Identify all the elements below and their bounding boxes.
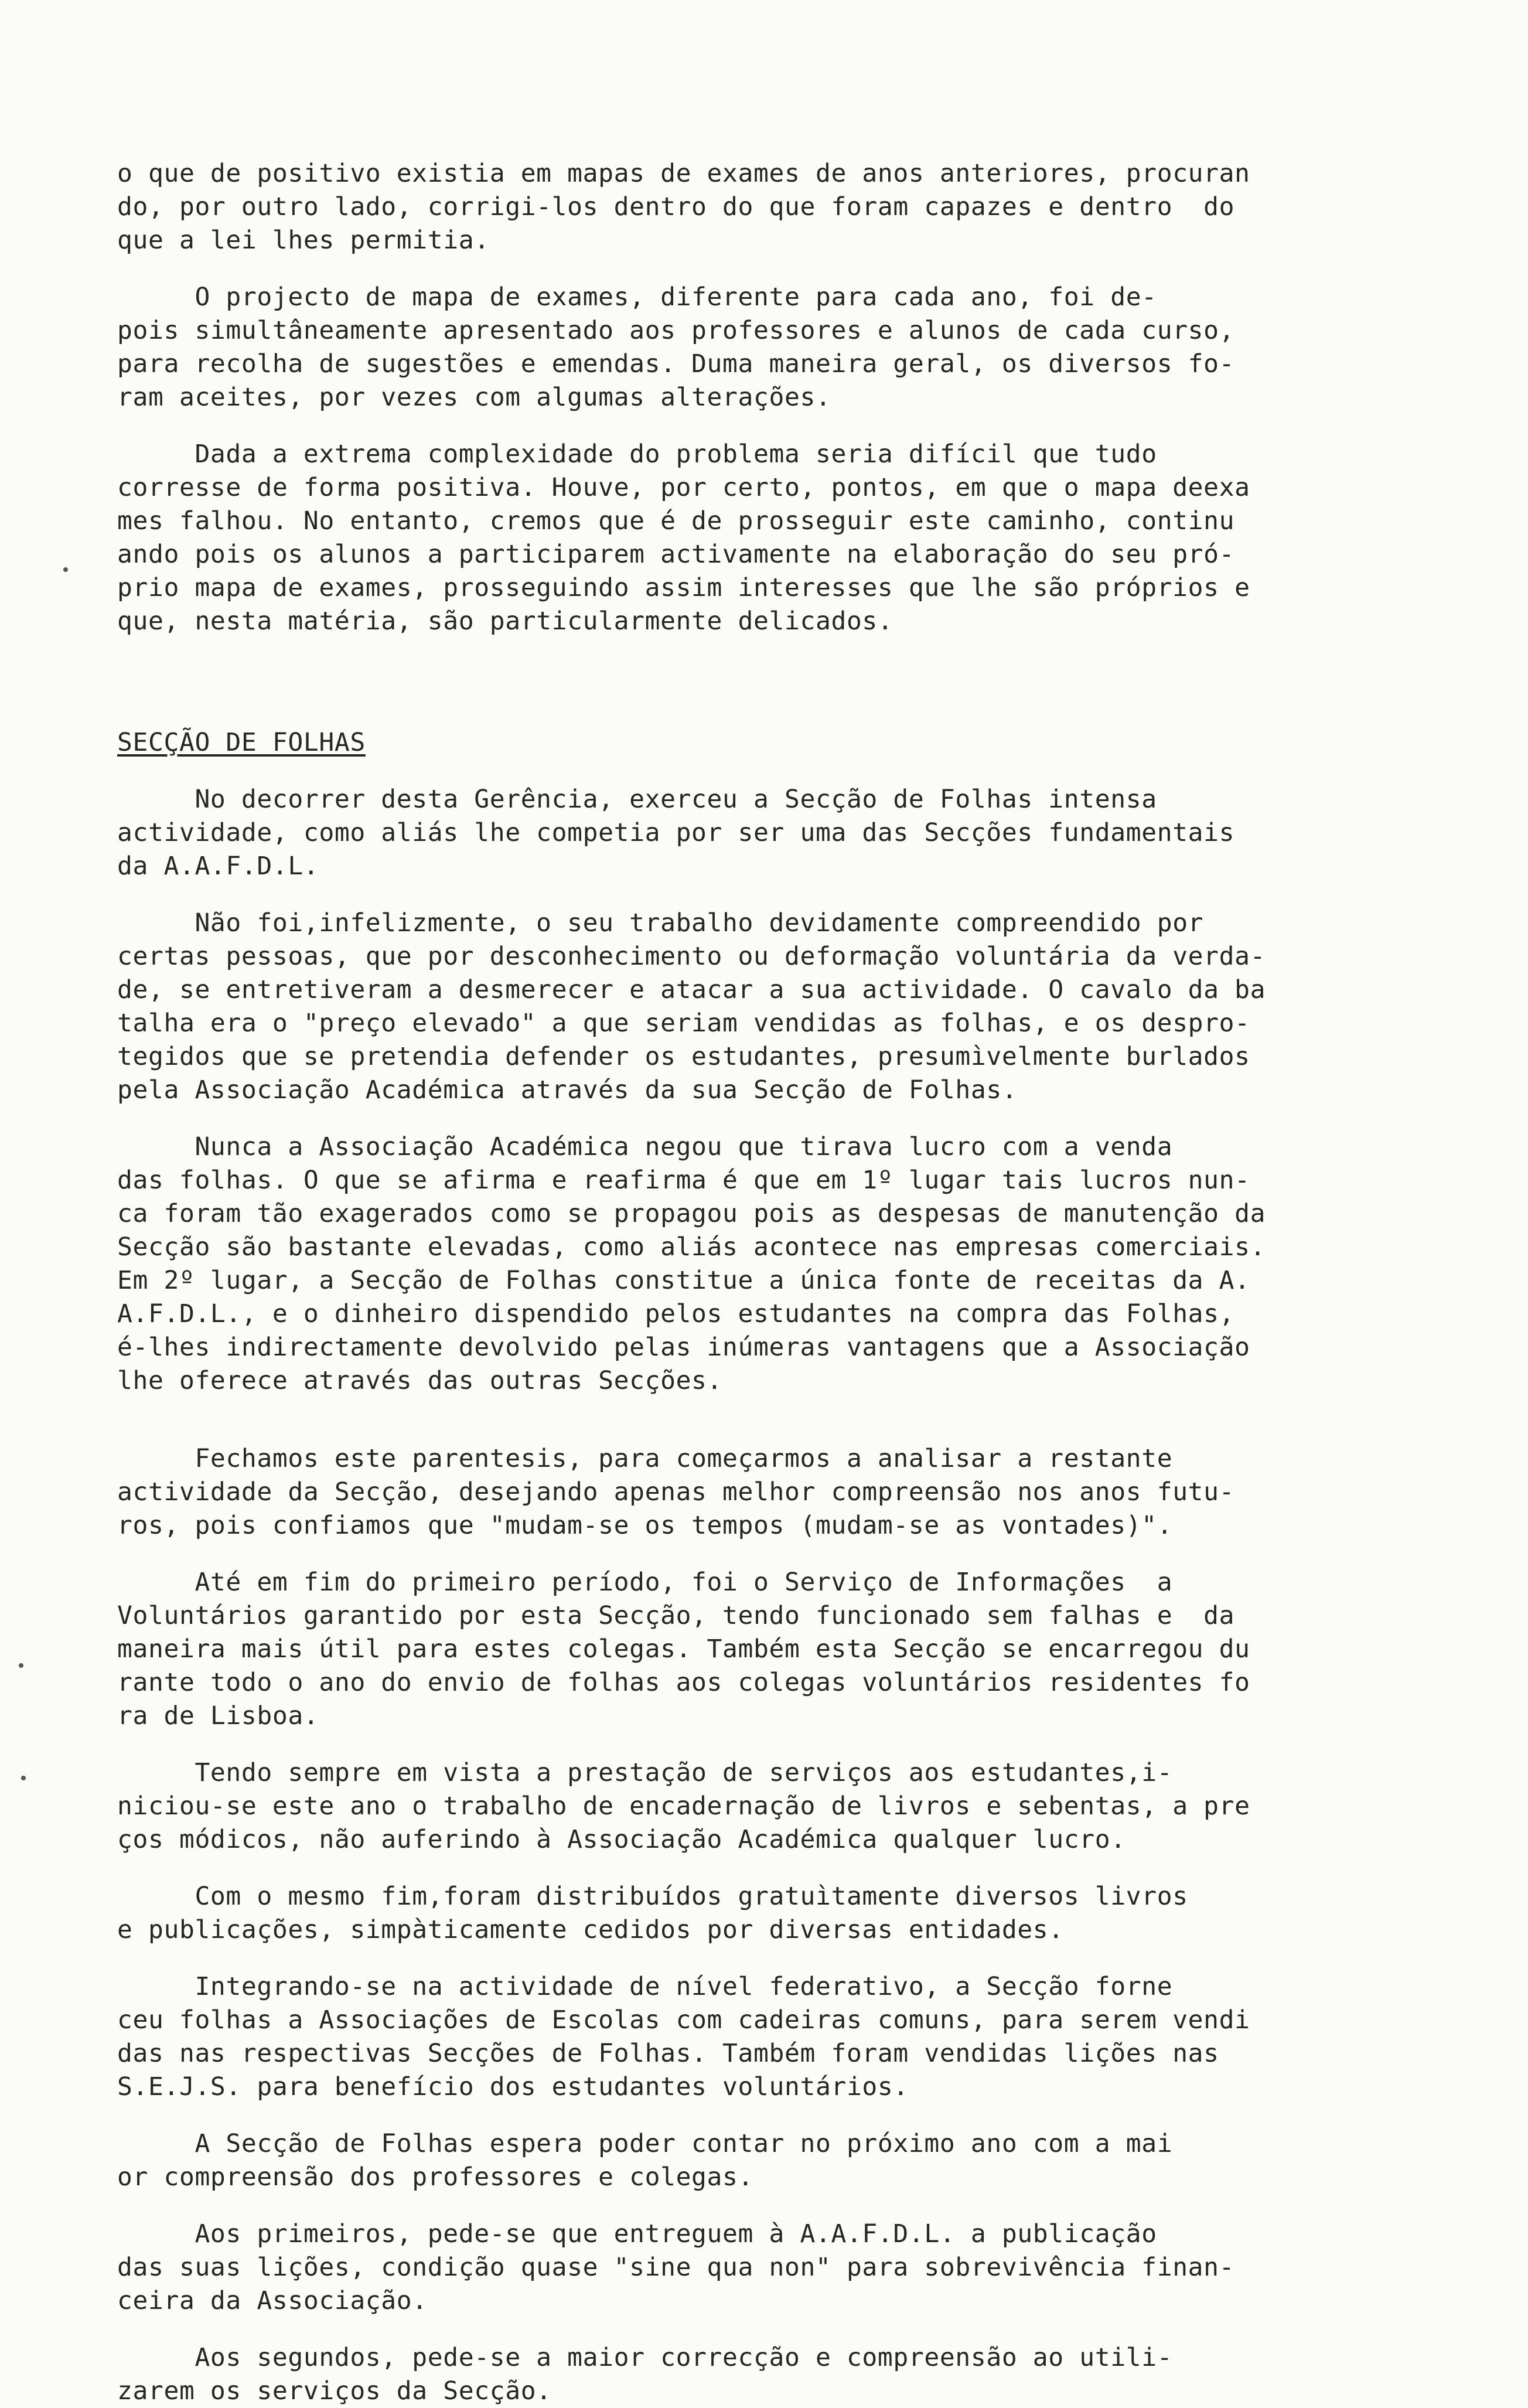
text-line: Aos primeiros, pede-se que entreguem à A.A.F.D.L. a publicação [117, 2219, 1157, 2249]
text-line: ra de Lisboa. [117, 1701, 319, 1731]
text-line: tegidos que se pretendia defender os estudantes, presumìvelmente burlados [117, 1042, 1250, 1071]
text-line: or compreensão dos professores e colegas. [117, 2162, 754, 2192]
text-line: Voluntários garantido por esta Secção, tendo funcionado sem falhas e da [117, 1601, 1235, 1630]
text-line: é-lhes indirectamente devolvido pelas inúmeras vantagens que a Associação [117, 1333, 1250, 1362]
text-line: Até em fim do primeiro período, foi o Serviço de Informações a [117, 1568, 1173, 1597]
paragraph [117, 2218, 1412, 2318]
paragraph-spacer [117, 1733, 1412, 1756]
text-line: ando pois os alunos a participarem activamente na elaboração do seu pró- [117, 540, 1235, 569]
document-page [117, 157, 1412, 2408]
text-line: que, nesta matéria, são particularmente delicados. [117, 607, 893, 636]
paragraph [117, 281, 1412, 414]
text-line: actividade, como aliás lhe competia por ser uma das Secções fundamentais [117, 818, 1235, 847]
text-line: A.F.D.L., e o dinheiro dispendido pelos estudantes na compra das Folhas, [117, 1299, 1235, 1329]
text-line: O projecto de mapa de exames, diferente para cada ano, foi de- [117, 282, 1157, 312]
scan-speck [63, 567, 68, 572]
text-line: ceu folhas a Associações de Escolas com cadeiras comuns, para serem vendi [117, 2005, 1250, 2035]
text-line: A Secção de Folhas espera poder contar no próximo ano com a mai [117, 2129, 1173, 2158]
text-line: Não foi,infelizmente, o seu trabalho devidamente compreendido por [117, 908, 1204, 938]
scan-speck [21, 1776, 26, 1780]
scan-speck [19, 1663, 23, 1668]
text-line: e publicações, simpàticamente cedidos por diversas entidades. [117, 1915, 1064, 1944]
text-line: ram aceites, por vezes com algumas alterações. [117, 383, 831, 412]
paragraph-spacer [117, 1542, 1412, 1566]
text-line: Aos segundos, pede-se a maior correcção e compreensão ao utili- [117, 2343, 1173, 2372]
text-line: niciou-se este ano o trabalho de encadernação de livros e sebentas, a pre [117, 1791, 1250, 1821]
text-line: talha era o "preço elevado" a que seriam vendidas as folhas, e os despro- [117, 1009, 1250, 1038]
text-line: que a lei lhes permitia. [117, 226, 490, 255]
paragraph-spacer [117, 2194, 1412, 2218]
text-line: Integrando-se na actividade de nível federativo, a Secção forne [117, 1972, 1173, 2001]
paragraph [117, 1756, 1412, 1857]
paragraph [117, 438, 1412, 638]
paragraph-spacer [117, 257, 1412, 281]
paragraph-spacer [117, 2104, 1412, 2127]
text-line: o que de positivo existia em mapas de exames de anos anteriores, procuran [117, 159, 1250, 188]
section-paragraphs [117, 783, 1412, 2408]
text-line: lhe oferece através das outras Secções. [117, 1366, 723, 1395]
text-line: das folhas. O que se afirma e reafirma é que em 1º lugar tais lucros nun- [117, 1166, 1250, 1195]
text-line: Secção são bastante elevadas, como aliás acontece nas empresas comerciais. [117, 1232, 1266, 1262]
text-line: da A.A.F.D.L. [117, 852, 319, 881]
paragraph [117, 157, 1412, 257]
text-line: ceira da Associação. [117, 2286, 428, 2315]
text-line: do, por outro lado, corrigi-los dentro do que foram capazes e dentro do [117, 192, 1235, 222]
text-line: mes falhou. No entanto, cremos que é de prosseguir este caminho, continu [117, 506, 1235, 536]
paragraph-spacer [117, 883, 1412, 907]
paragraph [117, 1566, 1412, 1733]
paragraph-spacer [117, 1947, 1412, 1970]
text-line: zarem os serviços da Secção. [117, 2376, 552, 2406]
text-line: pois simultâneamente apresentado aos professores e alunos de cada curso, [117, 316, 1235, 345]
text-line: pela Associação Académica através da sua Secção de Folhas. [117, 1075, 1018, 1105]
text-line: para recolha de sugestões e emendas. Duma maneira geral, os diversos fo- [117, 349, 1235, 379]
paragraph-spacer [117, 1398, 1412, 1442]
text-line: de, se entretiveram a desmerecer e atacar a sua actividade. O cavalo da ba [117, 975, 1266, 1004]
text-line: Fechamos este parentesis, para começarmos a analisar a restante [117, 1444, 1173, 1473]
text-line: das suas lições, condição quase "sine qua non" para sobrevivência finan- [117, 2253, 1235, 2282]
paragraph [117, 1970, 1412, 2104]
text-line: maneira mais útil para estes colegas. Também esta Secção se encarregou du [117, 1634, 1250, 1664]
text-line: Tendo sempre em vista a prestação de serviços aos estudantes,i- [117, 1758, 1173, 1787]
text-line: ços módicos, não auferindo à Associação Académica qualquer lucro. [117, 1825, 1126, 1854]
paragraph [117, 783, 1412, 883]
paragraph [117, 2127, 1412, 2194]
paragraph [117, 1880, 1412, 1947]
paragraph-spacer [117, 414, 1412, 438]
text-line: ca foram tão exagerados como se propagou pois as despesas de manutenção da [117, 1199, 1266, 1228]
text-line: rante todo o ano do envio de folhas aos colegas voluntários residentes fo [117, 1668, 1250, 1697]
paragraph-spacer [117, 2318, 1412, 2341]
text-line: certas pessoas, que por desconhecimento ou deformação voluntária da verda- [117, 942, 1266, 971]
heading-spacer [117, 759, 1412, 783]
text-line: No decorrer desta Gerência, exerceu a Secção de Folhas intensa [117, 785, 1157, 814]
text-line: Dada a extrema complexidade do problema seria difícil que tudo [117, 440, 1157, 469]
text-line: Em 2º lugar, a Secção de Folhas constitue a única fonte de receitas da A. [117, 1266, 1250, 1295]
text-line: corresse de forma positiva. Houve, por certo, pontos, em que o mapa deexa [117, 473, 1250, 502]
text-line: actividade da Secção, desejando apenas melhor compreensão nos anos futu- [117, 1477, 1235, 1507]
paragraph [117, 1130, 1412, 1398]
section-spacer [117, 638, 1412, 726]
text-line: Com o mesmo fim,foram distribuídos gratuìtamente diversos livros [117, 1882, 1188, 1911]
paragraph-spacer [117, 1857, 1412, 1880]
text-line: S.E.J.S. para benefício dos estudantes voluntários. [117, 2072, 909, 2102]
text-line: ros, pois confiamos que "mudam-se os tempos (mudam-se as vontades)". [117, 1511, 1173, 1540]
text-line: das nas respectivas Secções de Folhas. Também foram vendidas lições nas [117, 2039, 1219, 2068]
intro-paragraphs [117, 157, 1412, 638]
text-line: prio mapa de exames, prosseguindo assim interesses que lhe são próprios e [117, 573, 1250, 602]
paragraph [117, 907, 1412, 1107]
paragraph [117, 1442, 1412, 1542]
paragraph [117, 2341, 1412, 2408]
paragraph-spacer [117, 1107, 1412, 1130]
text-line: Nunca a Associação Académica negou que tirava lucro com a venda [117, 1132, 1173, 1162]
section-heading: SECÇÃO DE FOLHAS [117, 728, 366, 757]
